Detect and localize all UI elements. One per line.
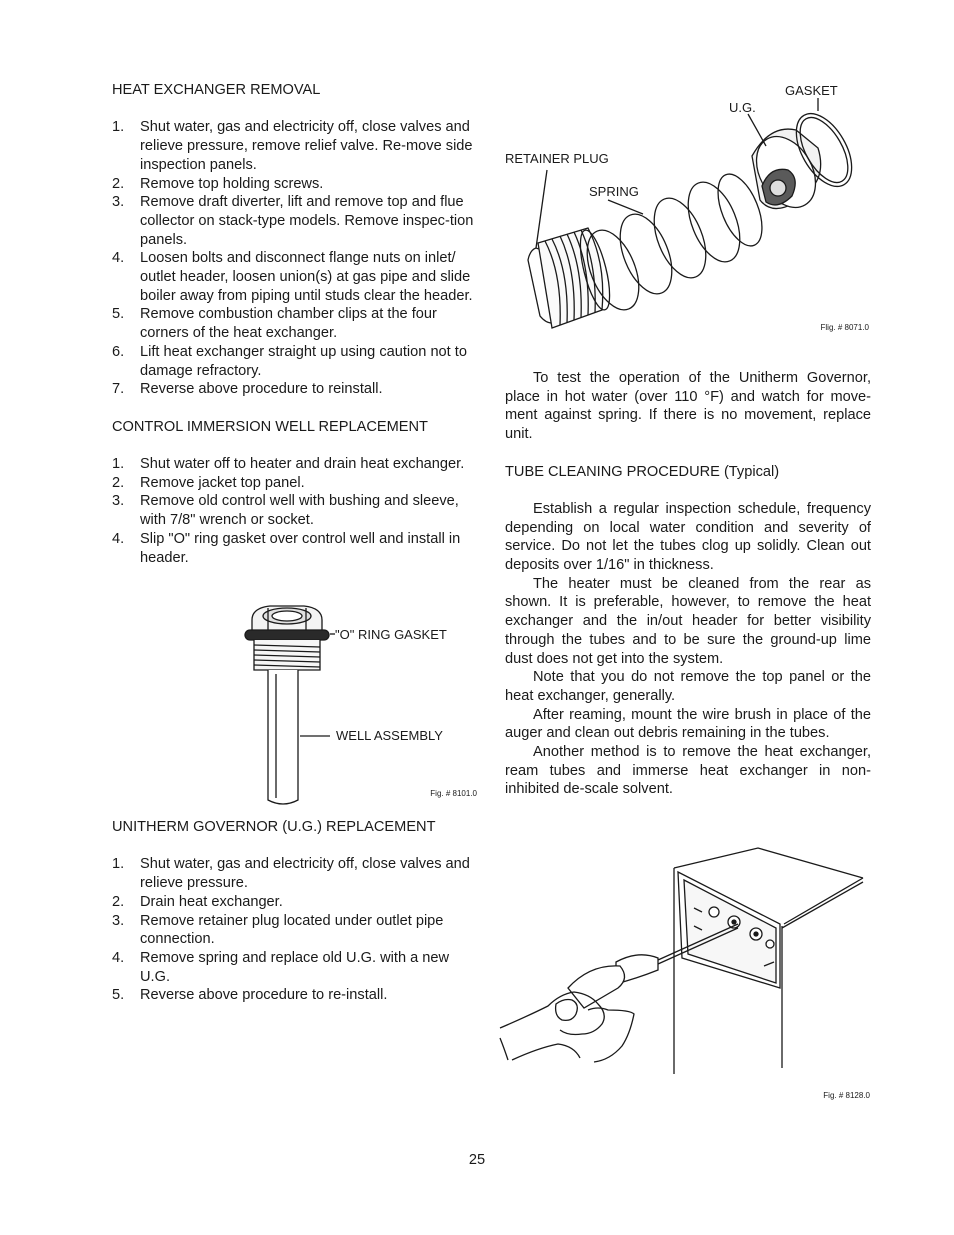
step-text: Drain heat exchanger. <box>140 893 283 910</box>
step-number: 6. <box>112 343 125 360</box>
step-text: Shut water, gas and electricity off, close valves and relieve pressure, remove relief valve. Re-move side inspection panels. <box>140 119 473 173</box>
step-text: Remove combustion chamber clips at the four corners of the heat exchanger. <box>140 306 437 342</box>
unitherm-heading: UNITHERM GOVERNOR (U.G.) REPLACEMENT <box>112 819 436 835</box>
step-text: Remove old control well with bushing and sleeve, with 7/8" wrench or socket. <box>140 493 459 529</box>
well-assembly-figure <box>230 600 490 810</box>
step-number: 4. <box>112 250 125 267</box>
step-text: Remove retainer plug located under outlet pipe connection. <box>140 912 444 948</box>
tube-cleaning-paragraph: The heater must be cleaned from the rear as shown. It is preferable, however, to remove the heat exchanger and the in/out header for better visibility through the tubes and to be sure the ground-up lime dust does not get into the system. <box>505 575 871 667</box>
unitherm-section <box>112 818 479 1005</box>
step-number: 2. <box>112 893 125 910</box>
list-item <box>112 530 479 567</box>
tube-cleaning-figure-number: Fig. # 8128.0 <box>823 1091 870 1100</box>
tube-cleaning-paragraph: Another method is to remove the heat exchanger, ream tubes and immerse heat exchanger in non-inhibited de-scale solvent. <box>505 744 871 798</box>
list-item <box>112 986 479 1005</box>
list-item <box>112 474 479 493</box>
step-number: 1. <box>112 119 125 136</box>
test-paragraph: To test the operation of the Unitherm Governor, place in hot water (over 110 °F) and watch for move-ment against spring. If there is no movement, replace unit. <box>505 370 871 443</box>
control-well-steps <box>112 455 479 567</box>
step-text: Remove top holding screws. <box>140 175 324 192</box>
step-text: Shut water, gas and electricity off, close valves and relieve pressure. <box>140 856 470 892</box>
well-assembly-label: WELL ASSEMBLY <box>336 728 443 743</box>
unitherm-governor-figure <box>500 78 880 340</box>
tube-cleaning-paragraph: After reaming, mount the wire brush in place of the auger and clean out debris remaining in the tubes. <box>505 706 871 742</box>
list-item <box>112 855 479 892</box>
step-number: 3. <box>112 194 125 211</box>
tube-cleaning-drawing <box>500 848 863 1074</box>
step-text: Remove spring and replace old U.G. with a new U.G. <box>140 949 450 985</box>
list-item <box>112 118 479 174</box>
step-text: Slip "O" ring gasket over control well and install in header. <box>140 530 461 566</box>
ug-figure-number: Flig. # 8071.0 <box>820 323 869 332</box>
well-assembly-drawing <box>245 606 335 804</box>
step-number: 1. <box>112 856 125 873</box>
spring-label: SPRING <box>589 184 639 199</box>
unitherm-steps <box>112 855 479 1005</box>
list-item <box>112 305 479 342</box>
unitherm-governor-drawing <box>528 98 863 328</box>
tube-cleaning-paragraph: Establish a regular inspection schedule, frequency depending on local water condition and severity of service. Do not let the tubes clog up solidly. Clean out deposits over 1/16" in thickness. <box>505 500 871 573</box>
list-item <box>112 912 479 949</box>
page-number: 25 <box>468 1152 486 1168</box>
step-text: Reverse above procedure to re-install. <box>140 987 388 1004</box>
list-item <box>112 893 479 912</box>
tube-cleaning-figure <box>498 838 876 1102</box>
list-item <box>112 949 479 986</box>
step-number: 7. <box>112 381 125 398</box>
tube-cleaning-heading: TUBE CLEANING PROCEDURE (Typical) <box>505 463 780 480</box>
well-figure-number: Fig. # 8101.0 <box>430 789 477 798</box>
list-item <box>112 455 479 474</box>
step-text: Loosen bolts and disconnect flange nuts on inlet/ outlet header, loosen union(s) at gas pipe and slide boiler away from piping until studs clear the header. <box>140 250 473 304</box>
step-number: 3. <box>112 912 125 929</box>
step-number: 2. <box>112 474 125 491</box>
list-item <box>112 175 479 194</box>
control-well-heading: CONTROL IMMERSION WELL REPLACEMENT <box>112 418 428 435</box>
ug-label: U.G. <box>729 100 756 115</box>
heat-exchanger-heading: HEAT EXCHANGER REMOVAL <box>112 82 321 98</box>
step-number: 4. <box>112 530 125 547</box>
right-column <box>505 369 871 799</box>
heat-exchanger-steps <box>112 118 479 399</box>
step-number: 2. <box>112 175 125 192</box>
list-item <box>112 492 479 529</box>
retainer-plug-label: RETAINER PLUG <box>505 151 609 166</box>
step-number: 1. <box>112 456 125 473</box>
o-ring-gasket-label: "O" RING GASKET <box>335 627 447 642</box>
step-number: 4. <box>112 949 125 966</box>
step-text: Remove draft diverter, lift and remove top and flue collector on stack-type models. Remove inspec-tion panels. <box>140 194 474 248</box>
step-number: 5. <box>112 987 125 1004</box>
step-text: Lift heat exchanger straight up using caution not to damage refractory. <box>140 343 467 379</box>
step-text: Reverse above procedure to reinstall. <box>140 381 383 398</box>
list-item <box>112 193 479 249</box>
list-item <box>112 249 479 305</box>
tube-cleaning-paragraph: Note that you do not remove the top panel or the heat exchanger, generally. <box>505 669 871 704</box>
step-number: 5. <box>112 306 125 323</box>
step-number: 3. <box>112 493 125 510</box>
step-text: Shut water off to heater and drain heat exchanger. <box>140 456 465 473</box>
gasket-label: GASKET <box>785 83 838 98</box>
list-item <box>112 380 479 399</box>
step-text: Remove jacket top panel. <box>140 474 305 491</box>
list-item <box>112 343 479 380</box>
left-column <box>112 81 479 567</box>
